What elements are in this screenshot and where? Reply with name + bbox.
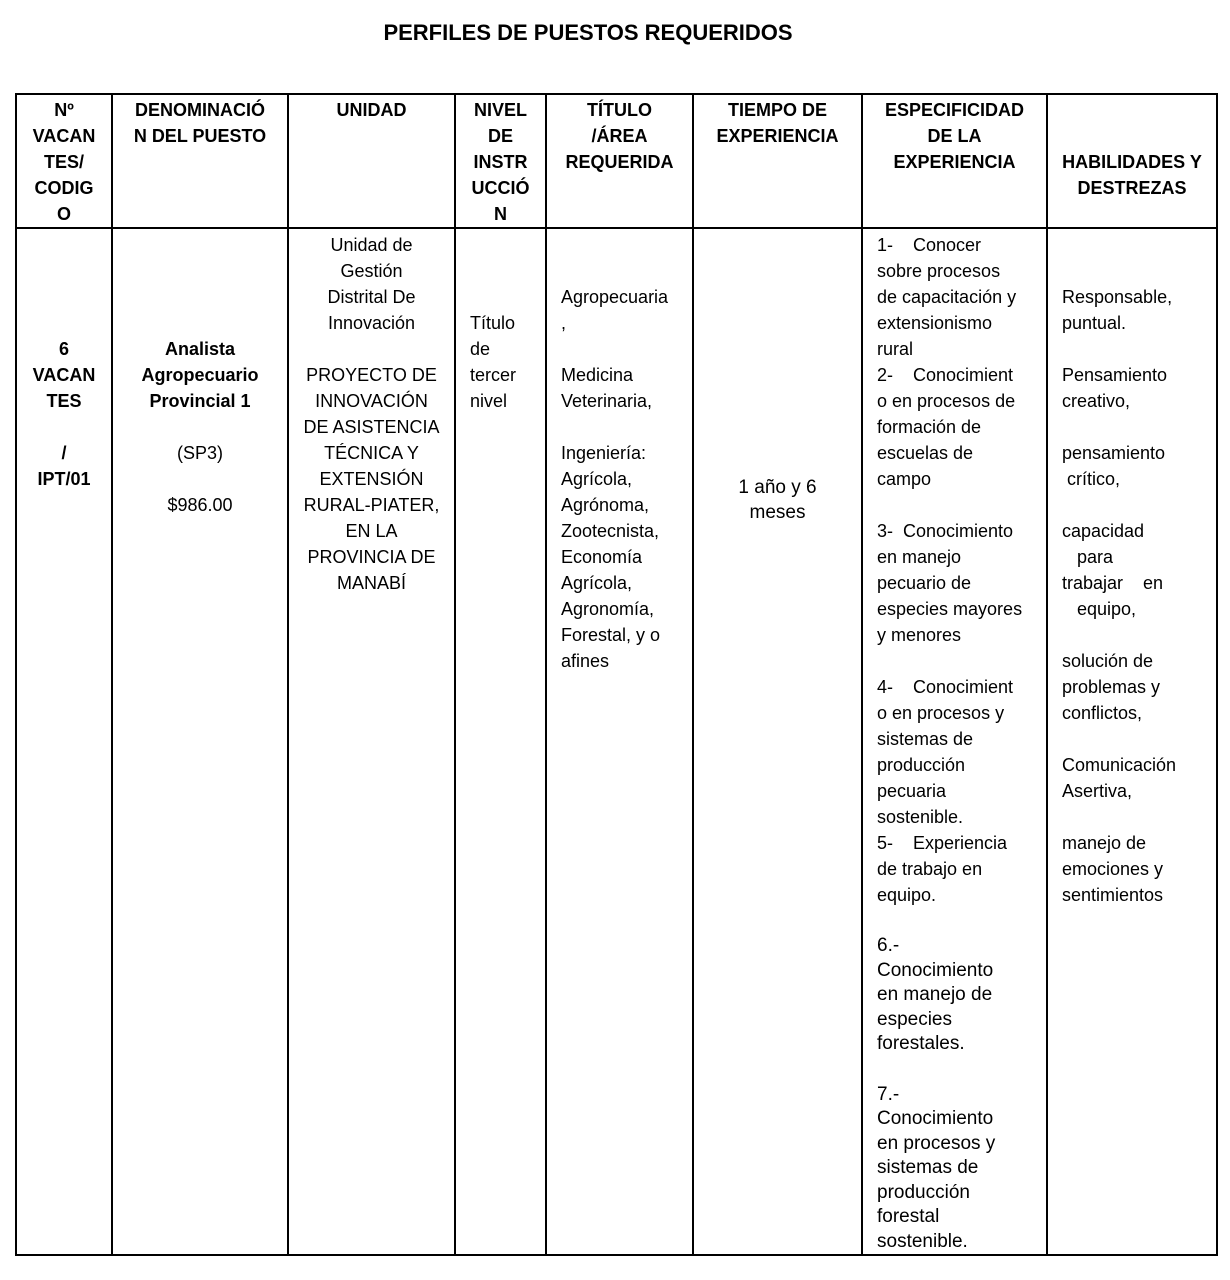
text-line: manejo de <box>1062 833 1147 853</box>
text-line: Gestión <box>340 261 403 281</box>
text-line: Medicina <box>561 365 634 385</box>
text-line: Unidad de <box>330 235 413 255</box>
page-title: PERFILES DE PUESTOS REQUERIDOS <box>383 20 793 45</box>
text-line: / <box>61 443 67 463</box>
text-line: UNIDAD <box>336 100 407 120</box>
text-line: MANABÍ <box>336 573 406 593</box>
cell-nivel <box>455 228 546 1255</box>
text-line: Agrícola, <box>561 469 633 489</box>
text-line: equipo. <box>877 885 937 905</box>
text-line: IPT/01 <box>37 469 91 489</box>
text-line: sistemas de <box>877 729 974 749</box>
text-line: TIEMPO DE <box>727 100 827 120</box>
text-line: rural <box>877 339 914 359</box>
header-unidad <box>288 94 455 228</box>
text-line: emociones y <box>1062 859 1164 879</box>
text-line: DESTREZAS <box>1077 178 1187 198</box>
text-line <box>877 648 1046 674</box>
text-line: Zootecnista, <box>561 521 660 541</box>
text-line: /ÁREA <box>591 126 648 146</box>
text-line: equipo, <box>1062 599 1137 619</box>
text-line: Agronomía, <box>561 599 655 619</box>
header-nivel <box>455 94 546 228</box>
job-profiles-table <box>15 93 1218 1256</box>
text-line: Provincial 1 <box>149 391 251 411</box>
table-row <box>16 228 1217 1255</box>
header-habilidades <box>1047 94 1217 228</box>
text-line: Agropecuario <box>141 365 259 385</box>
text-line: campo <box>877 469 932 489</box>
text-line: puntual. <box>1062 313 1127 333</box>
text-line: en manejo <box>877 547 962 567</box>
text-line: forestales. <box>877 1033 965 1054</box>
text-line: forestal <box>877 1206 940 1227</box>
text-line <box>289 336 454 362</box>
text-line: N DEL PUESTO <box>133 126 267 146</box>
text-line: Analista <box>164 339 236 359</box>
text-line: y menores <box>877 625 962 645</box>
text-line: DE LA <box>927 126 982 146</box>
text-line <box>17 414 111 440</box>
text-line <box>1062 492 1216 518</box>
text-line: 6.- <box>877 935 900 956</box>
text-line: o en procesos y <box>877 703 1005 723</box>
text-line: RURAL-PIATER, <box>303 495 440 515</box>
text-line: Pensamiento <box>1062 365 1168 385</box>
text-line: Agrónoma, <box>561 495 650 515</box>
text-line: especies <box>877 1008 952 1030</box>
text-line: DENOMINACIÓ <box>135 100 265 120</box>
text-line: o en procesos de <box>877 391 1016 411</box>
text-line: ESPECIFICIDAD <box>884 100 1025 120</box>
text-line: 6 <box>58 339 69 359</box>
cell-puesto <box>112 228 288 1255</box>
text-line: TÍTULO <box>587 100 652 120</box>
text-line: 7.- <box>877 1083 900 1105</box>
text-line: extensionismo <box>877 313 993 333</box>
text-line: O <box>56 204 71 224</box>
text-line: HABILIDADES Y <box>1062 152 1202 172</box>
text-line: TES <box>46 391 82 411</box>
text-line: Responsable, <box>1062 287 1173 307</box>
header-especificidad <box>862 94 1047 228</box>
text-line: EXTENSIÓN <box>319 469 424 489</box>
text-line: meses <box>749 502 806 523</box>
text-line: N <box>494 204 507 224</box>
text-line <box>561 414 692 440</box>
text-line: escuelas de <box>877 443 974 463</box>
text-line: sobre procesos <box>877 261 1001 281</box>
text-line <box>877 1057 1046 1083</box>
text-line: formación de <box>877 417 982 437</box>
text-line: pecuario de <box>877 573 972 593</box>
text-line: afines <box>561 651 610 671</box>
text-line: Agropecuaria <box>561 287 669 307</box>
text-line: CODIG <box>34 178 94 198</box>
text-line: creativo, <box>1062 391 1131 411</box>
header-tiempo <box>693 94 862 228</box>
text-line <box>561 336 692 362</box>
text-line: de <box>470 339 491 359</box>
cell-unidad <box>288 228 455 1255</box>
text-line: producción <box>877 1181 970 1203</box>
text-line: TES/ <box>43 152 84 172</box>
text-line: Innovación <box>327 313 416 333</box>
text-line <box>877 908 1046 934</box>
text-line: NIVEL <box>473 100 527 120</box>
text-line: INNOVACIÓN <box>315 391 428 411</box>
text-line: producción <box>877 755 966 775</box>
text-line: Veterinaria, <box>561 391 653 411</box>
text-line: problemas y <box>1062 677 1161 697</box>
text-line: EN LA <box>345 521 398 541</box>
header-denominacion <box>112 94 288 228</box>
text-line: Título <box>470 313 516 333</box>
text-line: REQUERIDA <box>565 152 674 172</box>
text-line: , <box>561 313 567 333</box>
header-vacantes <box>16 94 112 228</box>
text-line: Conocimiento <box>877 959 994 981</box>
text-line <box>877 492 1046 518</box>
cell-vacantes <box>16 228 112 1255</box>
text-line: solución de <box>1062 651 1154 671</box>
text-line: EXPERIENCIA <box>893 152 1016 172</box>
text-line: sostenible. <box>877 807 964 827</box>
text-line: Agrícola, <box>561 573 633 593</box>
text-line: conflictos, <box>1062 703 1143 723</box>
text-line: 4- Conocimient <box>877 677 1014 697</box>
text-line: 3- Conocimiento <box>877 521 1014 541</box>
text-line: PROVINCIA DE <box>307 547 436 567</box>
text-line: sentimientos <box>1062 885 1164 905</box>
text-line: capacidad <box>1062 521 1145 541</box>
text-line: Conocimiento <box>877 1108 994 1129</box>
text-line <box>1062 336 1216 362</box>
text-line: nivel <box>470 391 508 411</box>
text-line: TÉCNICA Y <box>324 443 419 463</box>
puesto-name <box>113 336 287 414</box>
text-line: Ingeniería: <box>561 443 647 463</box>
text-line: VACAN <box>32 126 96 146</box>
text-line: Distrital De <box>327 287 416 307</box>
cell-habilidades <box>1047 228 1217 1255</box>
text-line: DE <box>487 126 513 146</box>
text-line: 5- Experiencia <box>877 833 1008 853</box>
text-line: Nº <box>54 100 74 120</box>
text-line: pensamiento <box>1062 443 1166 463</box>
text-line: especies mayores <box>877 599 1023 619</box>
text-line: pecuaria <box>877 781 947 801</box>
text-line <box>1062 804 1216 830</box>
text-line: 1- Conocer <box>877 235 982 255</box>
text-line: sostenible. <box>877 1230 968 1252</box>
text-line <box>1062 622 1216 648</box>
text-line: en procesos y <box>877 1132 996 1154</box>
text-line: INSTR <box>473 152 528 172</box>
text-line: DE ASISTENCIA <box>303 417 440 437</box>
table-header-row <box>16 94 1217 228</box>
cell-especificidad <box>862 228 1047 1255</box>
text-line <box>1062 414 1216 440</box>
text-line: UCCIÓ <box>471 178 530 198</box>
puesto-grade: (SP3) <box>176 443 223 463</box>
text-line: EXPERIENCIA <box>716 126 839 146</box>
header-titulo <box>546 94 693 228</box>
puesto-salary: $986.00 <box>167 495 233 515</box>
text-line <box>1062 726 1216 752</box>
text-line: Asertiva, <box>1062 781 1133 801</box>
text-line: de trabajo en <box>877 859 983 879</box>
text-line: trabajar en <box>1062 573 1164 593</box>
text-line: PROYECTO DE <box>306 365 437 385</box>
text-line: para <box>1062 547 1114 567</box>
text-line: en manejo de <box>877 984 993 1005</box>
text-line: tercer <box>470 365 517 385</box>
cell-titulo <box>546 228 693 1255</box>
text-line: 2- Conocimient <box>877 365 1014 385</box>
text-line: crítico, <box>1062 469 1121 489</box>
cell-tiempo <box>693 228 862 1255</box>
text-line: Comunicación <box>1062 755 1177 775</box>
text-line: Forestal, y o <box>561 625 661 645</box>
text-line: de capacitación y <box>877 287 1017 307</box>
text-line: 1 año y 6 <box>738 477 817 498</box>
text-line: VACAN <box>32 365 96 385</box>
text-line: Economía <box>561 547 643 567</box>
text-line: sistemas de <box>877 1157 979 1178</box>
